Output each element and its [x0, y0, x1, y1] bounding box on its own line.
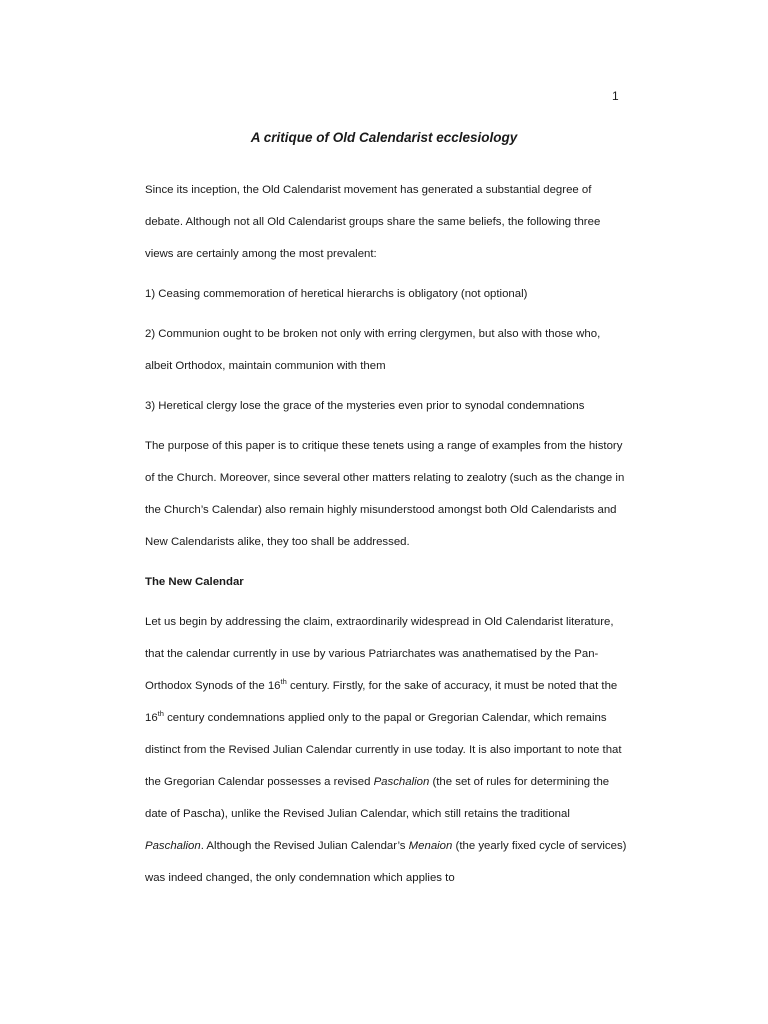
superscript: th [157, 709, 164, 718]
purpose-paragraph: The purpose of this paper is to critique these tenets using a range of examples from the history of the Church. Moreover, since several other matters relating to zealotry (such as the change in the Church’s Calendar) also remain highly misunderstood amongst both Old Calendarists and New Calendarists alike, they too shall be addressed. [145, 440, 625, 548]
document-title: A critique of Old Calendarist ecclesiology [250, 130, 518, 145]
italic-term: Paschalion [373, 776, 430, 788]
section-paragraph [145, 606, 629, 894]
text-run: century. Firstly, for the sake of accuracy, it must be noted that the 16 [145, 680, 618, 724]
intro-paragraph: Since its inception, the Old Calendarist movement has generated a substantial degree of debate. Although not all Old Calendarist groups share the same beliefs, the following three views are certainly among the most prevalent: [145, 184, 601, 260]
text-run: . Although the Revised Julian Calendar’s [200, 840, 409, 852]
superscript: th [280, 677, 287, 686]
text-run: Let us begin by addressing the claim, extraordinarily widespread in Old Calendarist literature, that the calendar currently in use by various Patriarchates was anathematised by the Pan-Orthodox Synods of the 16 [145, 616, 614, 692]
text-run: (the yearly fixed cycle of services) was indeed changed, the only condemnation which applies to [145, 840, 627, 884]
text-run: (the set of rules for determining the date of Pascha), unlike the Revised Julian Calendar, which still retains the traditional [145, 776, 610, 820]
page-number: 1 [612, 89, 619, 103]
section-heading: The New Calendar [145, 576, 244, 588]
document-body [145, 174, 629, 902]
text-run: century condemnations applied only to the papal or Gregorian Calendar, which remains distinct from the Revised Julian Calendar currently in use today. It is also important to note that the Gregorian Calendar possesses a revised [145, 712, 622, 788]
view-item-2: 2) Communion ought to be broken not only with erring clergymen, but also with those who, albeit Orthodox, maintain communion with them [145, 328, 601, 372]
view-item-1: 1) Ceasing commemoration of heretical hierarchs is obligatory (not optional) [145, 288, 528, 300]
italic-term: Menaion [408, 840, 453, 852]
view-item-3: 3) Heretical clergy lose the grace of the mysteries even prior to synodal condemnations [145, 400, 585, 412]
italic-term: Paschalion [145, 840, 201, 852]
